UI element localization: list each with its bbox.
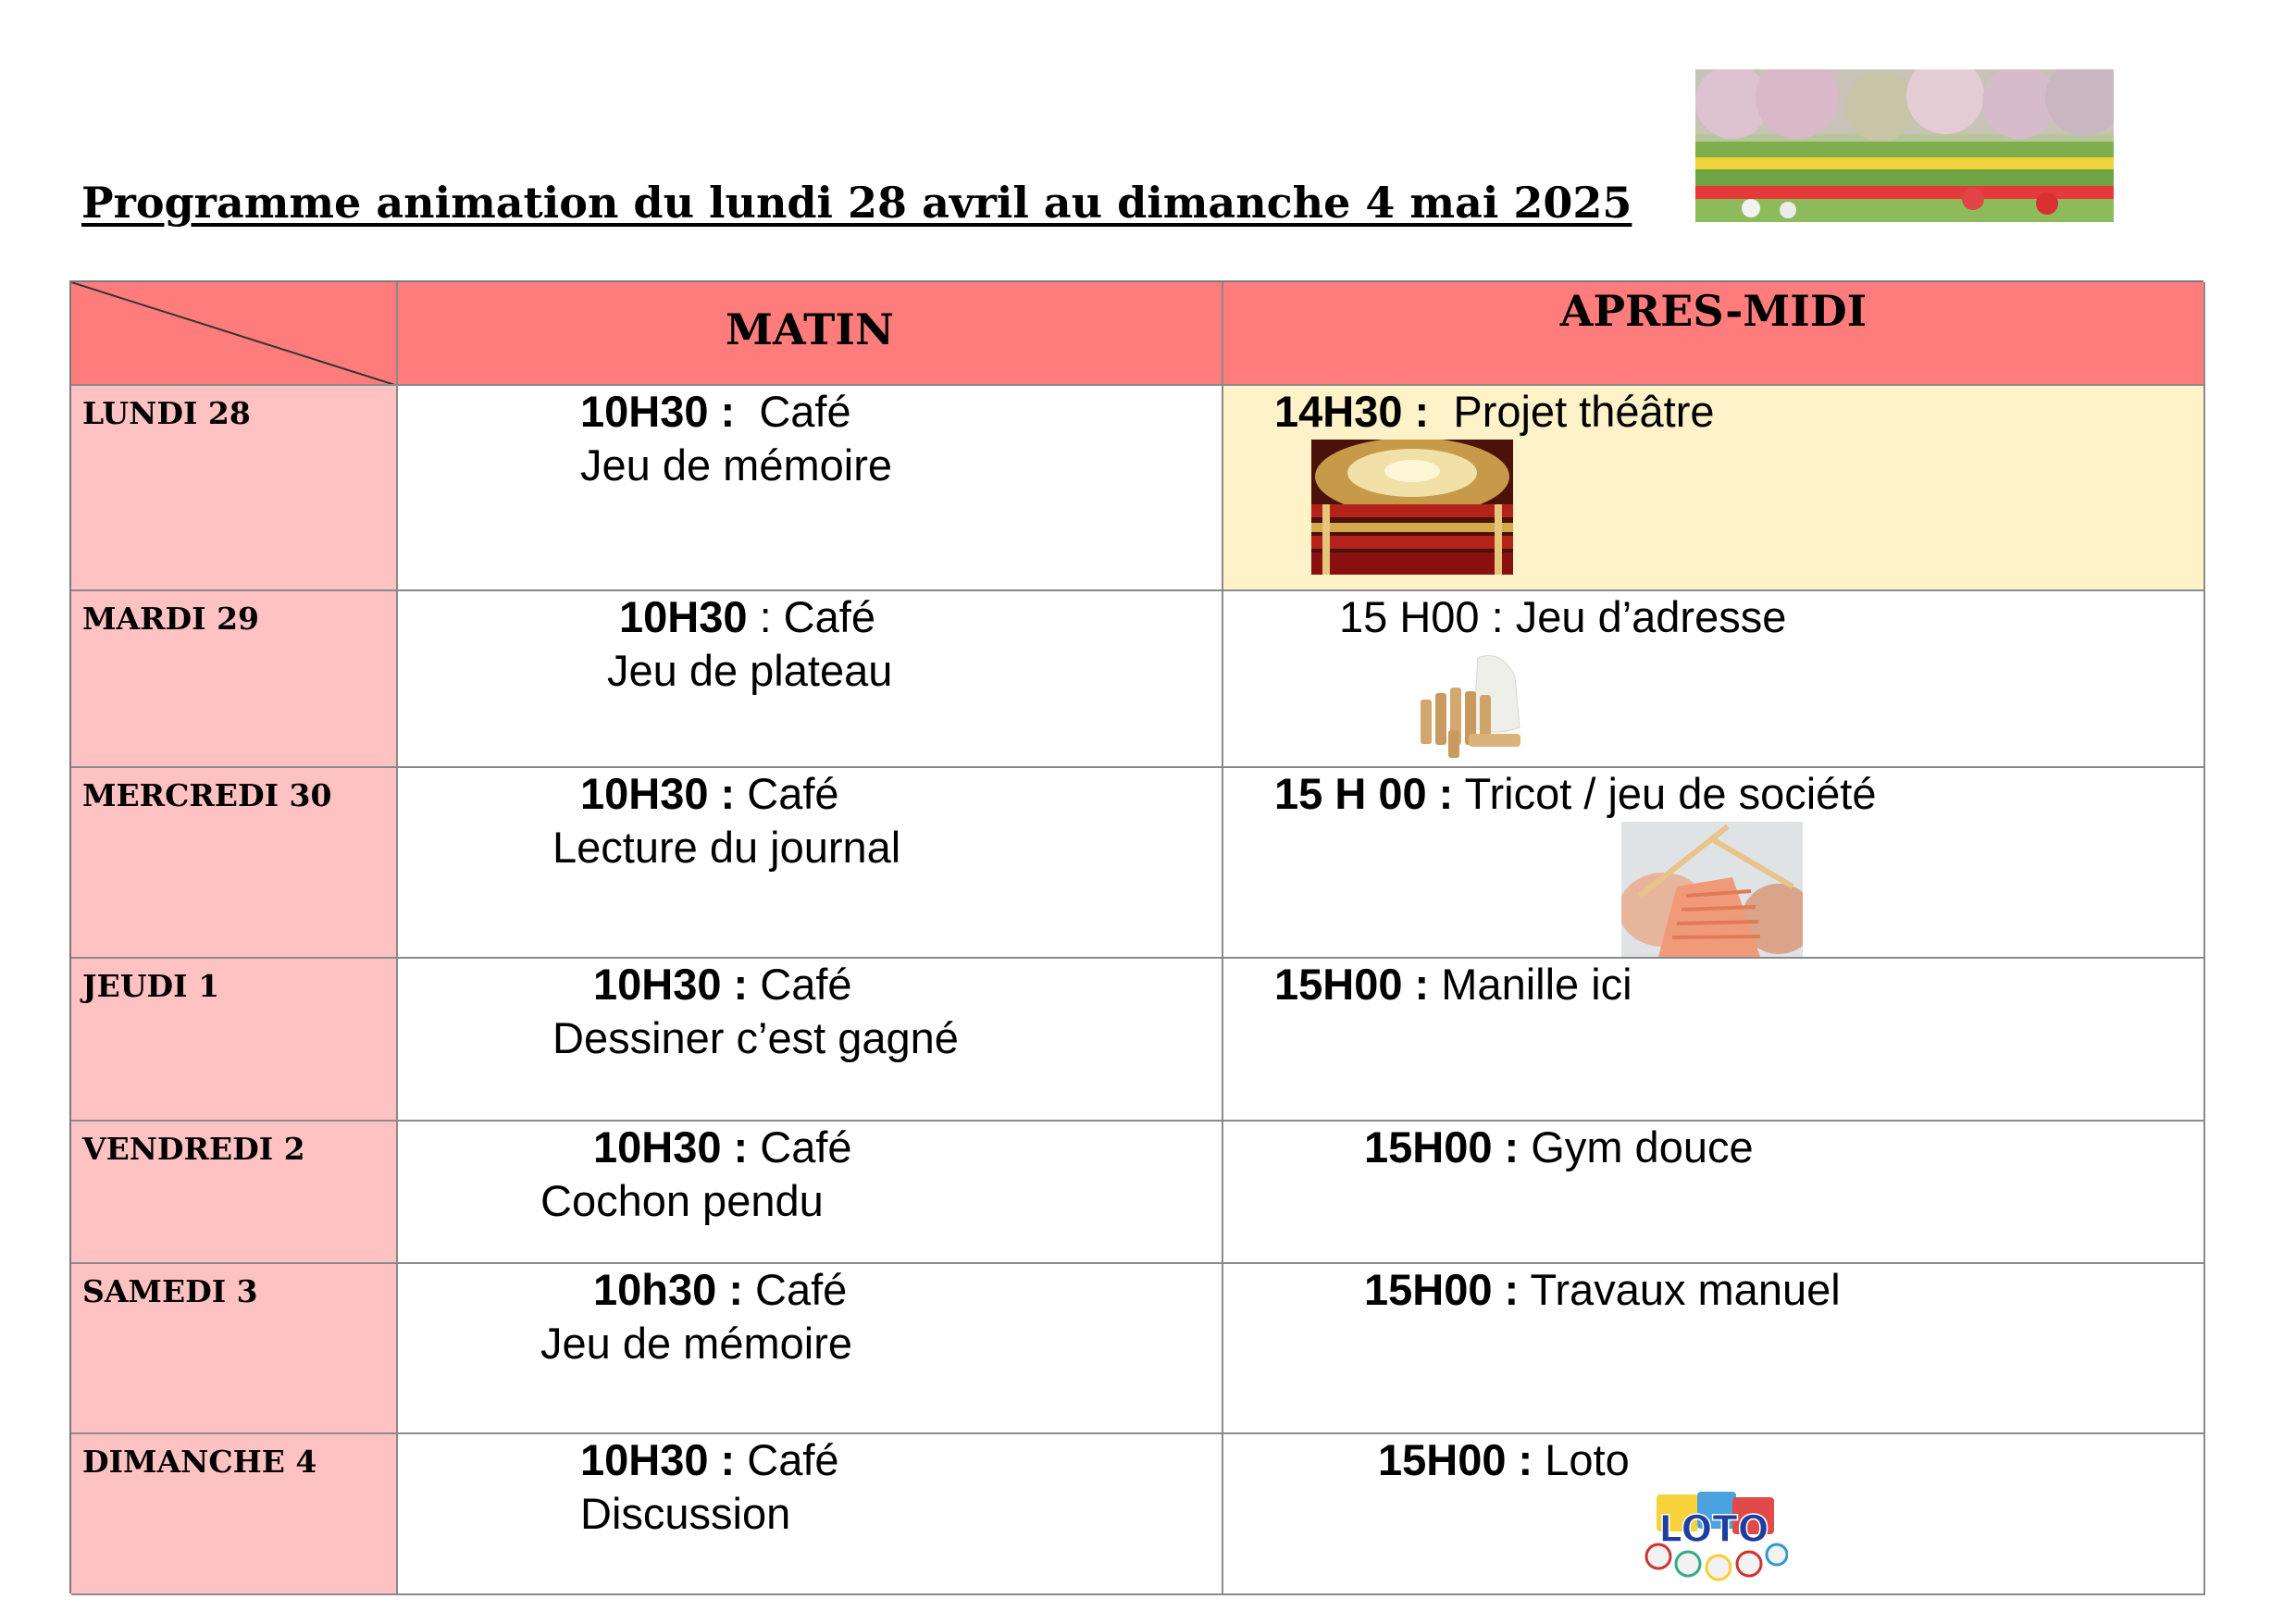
time: 10H30 : (593, 1122, 749, 1172)
time: 14H30 : (1274, 387, 1430, 436)
activity: Loto (1545, 1435, 1630, 1484)
activity: Manille ici (1441, 960, 1632, 1009)
time: 10H30 (619, 592, 748, 641)
morning-cell (398, 1264, 1223, 1434)
skittles-game-image (1413, 649, 1538, 760)
morning-line (619, 591, 875, 642)
morning-cell (398, 768, 1223, 959)
morning-second: Jeu de mémoire (540, 1319, 852, 1368)
time: 10H30 : (593, 960, 749, 1009)
afternoon-cell (1223, 959, 2205, 1122)
activity: 15 H00 : Jeu d’adresse (1339, 592, 1787, 641)
day-cell (71, 1264, 398, 1434)
morning-second: Dessiner c’est gagné (552, 1013, 959, 1062)
garden-flowers-image (1695, 69, 2114, 222)
activity: Café (747, 769, 839, 818)
morning-line (593, 959, 852, 1010)
corner-cell (71, 282, 398, 386)
activity: : Café (759, 592, 875, 641)
schedule-table (69, 280, 2203, 1593)
activity: Projet théâtre (1453, 387, 1715, 436)
theatre-hall-image (1311, 440, 1513, 575)
time: 15H00 : (1274, 960, 1430, 1009)
morning-cell (398, 959, 1223, 1122)
morning-second: Cochon pendu (540, 1176, 824, 1225)
time: 15H00 : (1378, 1435, 1533, 1484)
afternoon-line (1364, 1122, 1754, 1172)
morning-line (580, 768, 839, 819)
header-afternoon-label: APRES-MIDI (1559, 286, 1868, 336)
morning-second: Jeu de plateau (607, 646, 893, 695)
activity: Travaux manuel (1530, 1265, 1841, 1314)
time: 10H30 : (580, 769, 736, 818)
header-morning (398, 282, 1223, 386)
activity: Café (747, 1435, 839, 1484)
afternoon-line (1274, 386, 1715, 437)
afternoon-line (1274, 959, 1632, 1010)
morning-line (580, 1434, 839, 1485)
activity: Café (760, 960, 852, 1009)
morning-line (593, 1264, 847, 1315)
activity: Tricot / jeu de société (1464, 769, 1877, 818)
afternoon-cell (1223, 591, 2205, 768)
afternoon-cell (1223, 1434, 2205, 1595)
morning-line (593, 1122, 852, 1172)
day-label: VENDREDI 2 (82, 1131, 305, 1167)
page-title: Programme animation du lundi 28 avril au dimanche 4 mai 2025 (81, 178, 1632, 228)
afternoon-line (1378, 1434, 1630, 1485)
day-cell (71, 959, 398, 1122)
morning-line (580, 386, 851, 437)
afternoon-cell (1223, 1264, 2205, 1434)
header-morning-label: MATIN (726, 304, 894, 354)
day-cell (71, 1122, 398, 1264)
time: 10H30 : (580, 387, 736, 436)
morning-second: Lecture du journal (552, 823, 901, 872)
morning-second: Jeu de mémoire (580, 440, 892, 490)
morning-cell (398, 1434, 1223, 1595)
loto-logo-text: LOTO (1658, 1508, 1769, 1551)
day-cell (71, 591, 398, 768)
afternoon-cell (1223, 1122, 2205, 1264)
day-label: DIMANCHE 4 (82, 1444, 317, 1480)
knitting-image (1621, 822, 1803, 957)
time: 10H30 : (580, 1435, 736, 1484)
afternoon-line (1339, 591, 1786, 642)
day-label: LUNDI 28 (82, 395, 251, 431)
day-label: JEUDI 1 (82, 968, 220, 1004)
time: 15H00 : (1364, 1122, 1520, 1172)
afternoon-cell (1223, 768, 2205, 959)
diagonal-line (71, 282, 398, 386)
time: 10h30 : (593, 1265, 743, 1314)
day-label: MERCREDI 30 (82, 777, 332, 813)
morning-cell (398, 1122, 1223, 1264)
day-cell (71, 768, 398, 959)
activity: Café (759, 387, 851, 436)
day-label: SAMEDI 3 (82, 1273, 258, 1309)
time: 15H00 : (1364, 1265, 1520, 1314)
loto-image (1640, 1490, 1788, 1582)
activity: Café (760, 1122, 852, 1172)
time: 15 H 00 : (1274, 769, 1454, 818)
morning-second: Discussion (580, 1489, 791, 1538)
afternoon-line (1274, 768, 1877, 819)
day-label: MARDI 29 (82, 601, 260, 637)
day-cell (71, 386, 398, 591)
activity: Gym douce (1531, 1122, 1754, 1172)
afternoon-line (1364, 1264, 1841, 1315)
afternoon-cell (1223, 386, 2205, 591)
morning-cell (398, 386, 1223, 591)
day-cell (71, 1434, 398, 1595)
header-afternoon (1223, 282, 2205, 386)
morning-cell (398, 591, 1223, 768)
activity: Café (755, 1265, 848, 1314)
